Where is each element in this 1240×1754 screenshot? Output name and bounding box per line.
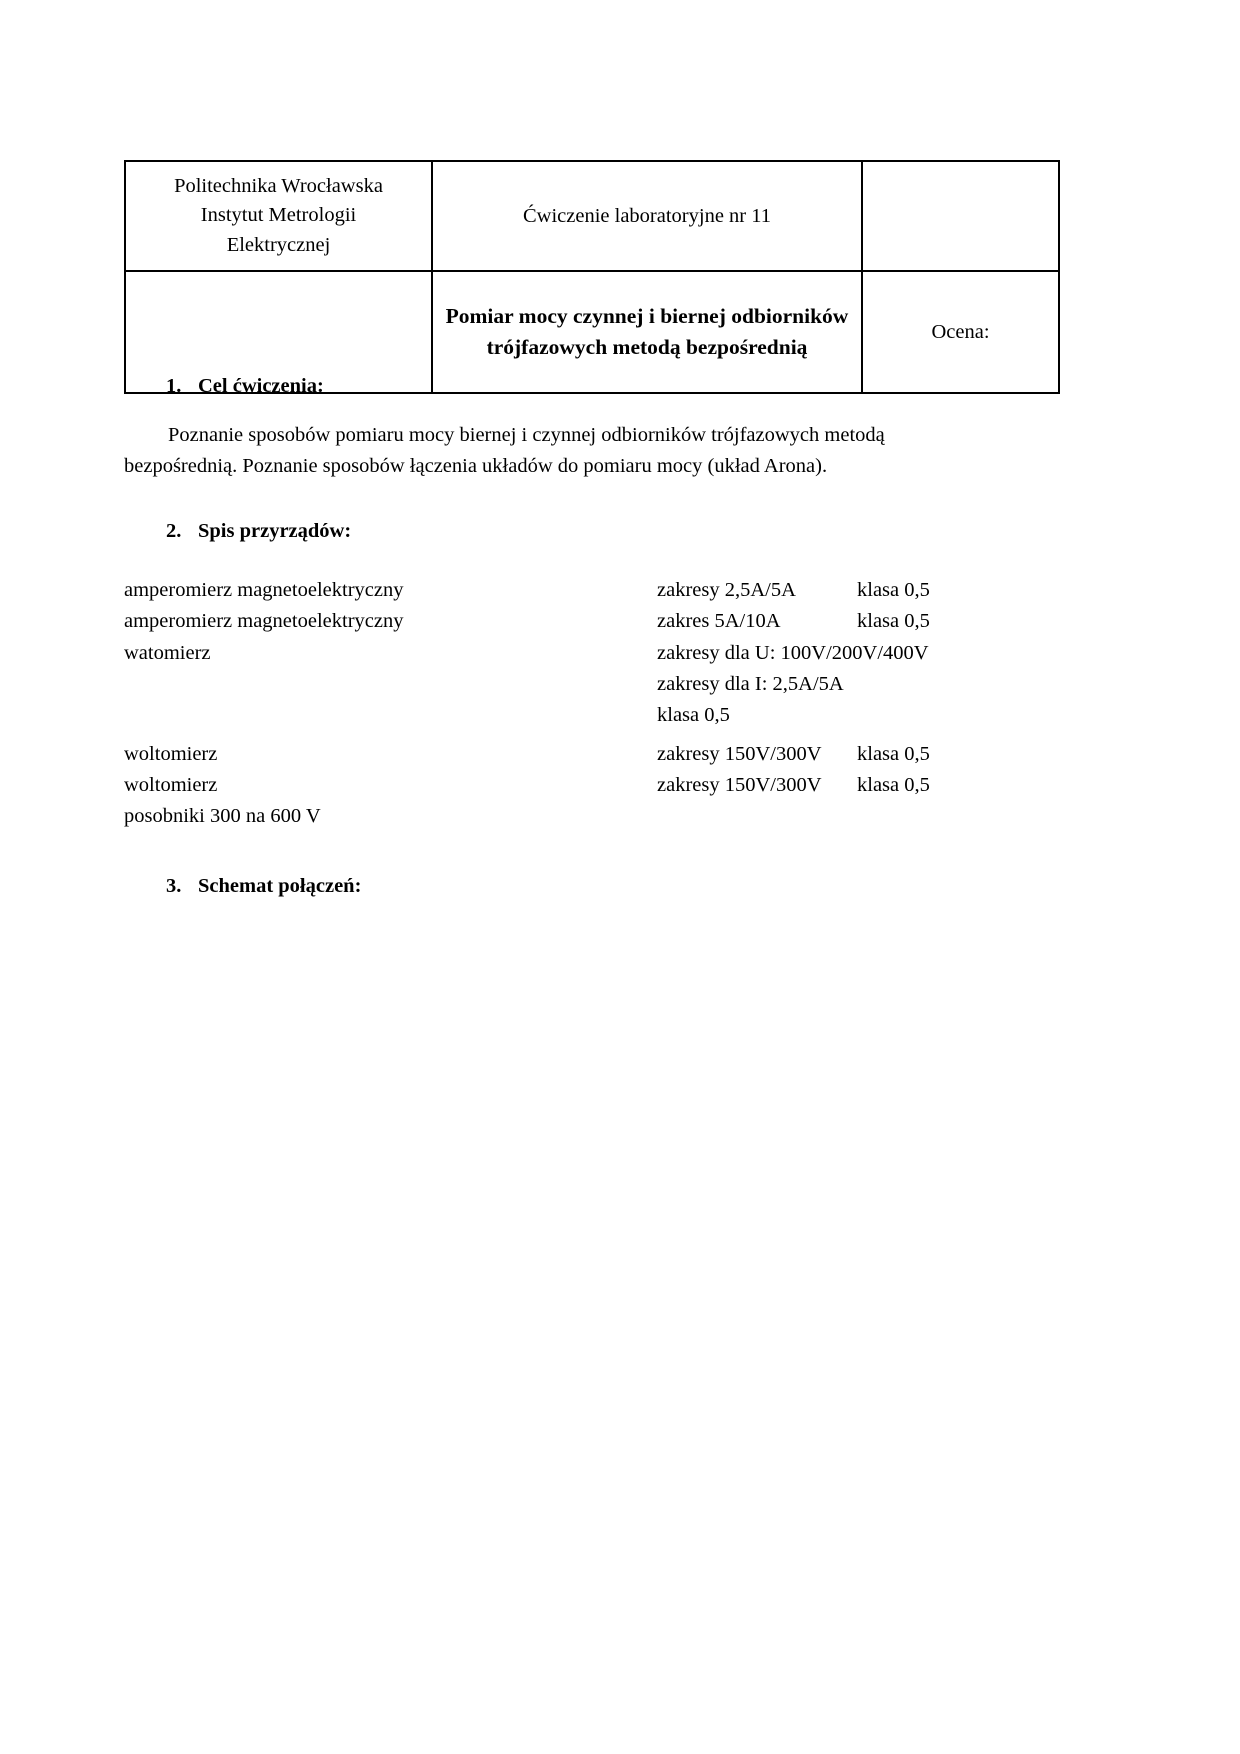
section-number-3: 3.	[166, 874, 182, 897]
instrument-row	[124, 770, 984, 801]
section-heading-spis	[166, 520, 1004, 543]
goal-paragraph: Poznanie sposobów pomiaru mocy biernej i czynnej odbiorników trójfazowych metodą bezpośrednią. Poznanie sposobów łączenia układów do pomiaru mocy (układ Arona).	[124, 424, 885, 478]
instrument-class: klasa 0,5	[857, 774, 930, 797]
instrument-row	[124, 739, 984, 770]
instrument-row	[124, 606, 984, 637]
instrument-name: woltomierz	[124, 774, 218, 797]
section-number-1: 1.	[166, 375, 182, 397]
section-heading-cel	[166, 375, 1004, 398]
grade-cell: Ocena:	[862, 271, 1059, 393]
instrument-range: zakresy 2,5A/5A	[657, 579, 796, 602]
instrument-name: amperomierz magnetoelektryczny	[124, 610, 404, 633]
instrument-name: woltomierz	[124, 743, 218, 766]
section-label-1: Cel ćwiczenia:	[198, 375, 324, 397]
instrument-row	[124, 700, 984, 731]
instrument-name: watomierz	[124, 641, 211, 664]
section-heading-schemat	[166, 875, 1004, 898]
instrument-class: klasa 0,5	[857, 743, 930, 766]
instrument-class: klasa 0,5	[857, 610, 930, 633]
instrument-range: zakresy dla U: 100V/200V/400V	[657, 641, 929, 664]
instrument-row	[124, 801, 984, 832]
instrument-row	[124, 575, 984, 606]
exercise-number-cell: Ćwiczenie laboratoryjne nr 11	[432, 161, 862, 271]
header-row-top	[125, 161, 1059, 271]
institution-line-1: Politechnika Wrocławska	[174, 175, 383, 198]
instrument-range: zakresy 150V/300V	[657, 774, 822, 797]
section-number-2: 2.	[166, 520, 182, 543]
instrument-row	[124, 669, 984, 700]
header-blank-cell	[862, 161, 1059, 271]
instrument-list	[124, 575, 984, 832]
section-label-2: Spis przyrządów:	[198, 520, 352, 543]
list-spacer	[124, 731, 984, 739]
institution-cell	[125, 161, 432, 271]
instrument-class: klasa 0,5	[857, 579, 930, 602]
instrument-range: zakresy 150V/300V	[657, 743, 822, 766]
instrument-range: zakresy dla I: 2,5A/5A	[657, 672, 844, 695]
section-label-3: Schemat połączeń:	[198, 874, 362, 897]
instrument-range: zakres 5A/10A	[657, 610, 781, 633]
instrument-name: amperomierz magnetoelektryczny	[124, 579, 404, 602]
instrument-name: posobniki 300 na 600 V	[124, 805, 321, 828]
instrument-range: klasa 0,5	[657, 703, 730, 726]
institution-line-3: Elektrycznej	[226, 233, 331, 256]
institution-line-2: Instytut Metrologii	[200, 204, 357, 227]
document-body	[124, 375, 1004, 898]
header-table	[124, 160, 1060, 394]
instrument-row	[124, 638, 984, 669]
document-title-cell: Pomiar mocy czynnej i biernej odbiorników trójfazowych metodą bezpośrednią	[432, 271, 862, 393]
